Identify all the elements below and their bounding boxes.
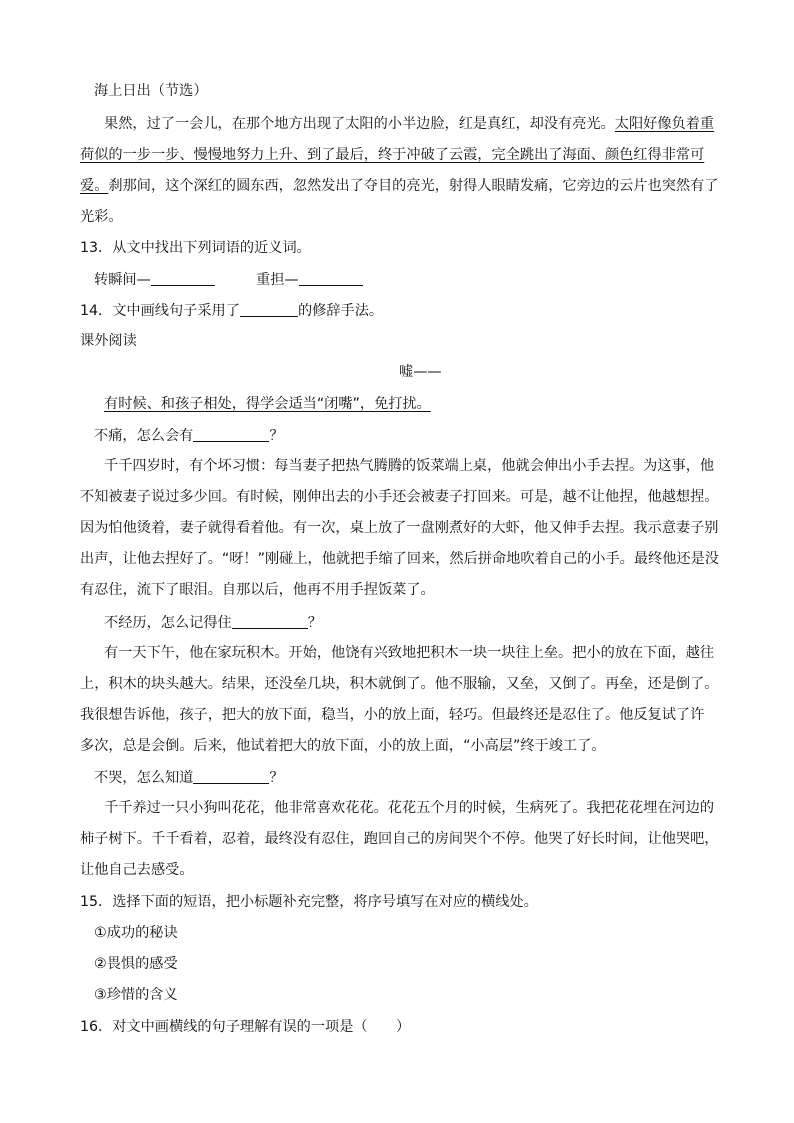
paragraph-line: 我很想告诉他，孩子，把大的放下面，稳当，小的放上面，轻巧。但最终还是忍住了。他反复试了许 [80, 707, 705, 723]
question-13-item-1 [94, 269, 215, 289]
underlined-sentence: 太阳好像负着重 [614, 116, 715, 132]
answer-blank[interactable] [232, 612, 308, 629]
question-text: 14．文中画线句子采用了 [80, 303, 240, 319]
question-15-stem: 15．选择下面的短语，把小标题补充完整，将序号填写在对应的横线处。 [80, 894, 538, 910]
question-14 [80, 300, 383, 320]
passage1-title: 海上日出（节选） [94, 83, 208, 99]
paragraph-line: 千千养过一只小狗叫花花，他非常喜欢花花。花花五个月的时候，生病死了。我把花花埋在河边的 [104, 800, 715, 816]
passage1-text: 刹那间，这个深红的圆东西，忽然发出了夺目的亮光，射得人眼睛发痛，它旁边的云片也突然有了 [108, 178, 719, 194]
paragraph-line: 不知被妻子说过多少回。有时候，刚伸出去的小手还会被妻子打回来。可是，越不让他捏，他越想捏。 [80, 489, 719, 505]
subtitle-2 [104, 612, 322, 632]
underlined-sentence: 荷似的一步一步、慢慢地努力上升、到了最后，终于冲破了云霞，完全跳出了海面、颜色红得非常可 [80, 147, 705, 163]
passage1-text: 果然，过了一会儿，在那个地方出现了太阳的小半边脸，红是真红，却没有亮光。 [104, 116, 615, 132]
passage1-line [104, 114, 714, 134]
paragraph-line: 柿子树下。千千看着，忍着，最终没有忍住，跑回自己的房间哭个不停。他哭了好长时间，让他哭吧， [80, 831, 719, 847]
subtitle-1 [94, 425, 284, 445]
paragraph-line: 因为怕他烫着，妻子就得看着他。有一次，桌上放了一盘刚煮好的大虾，他又伸手去捏。我示意妻子别 [80, 520, 719, 536]
option-1: ①成功的秘诀 [94, 925, 178, 941]
subtitle-text: 不哭，怎么知道 [94, 770, 194, 786]
paragraph-line: 让他自己去感受。 [80, 862, 194, 878]
answer-blank[interactable] [193, 425, 269, 442]
subtitle-text: 不痛，怎么会有 [94, 428, 194, 444]
underlined-sentence: 有时候、和孩子相处，得学会适当“闭嘴”，免打扰。 [104, 396, 431, 412]
question-16-stem: 16．对文中画横线的句子理解有误的一项是（ ） [80, 1019, 411, 1035]
item-label: 重担— [256, 272, 299, 288]
passage1-line [80, 176, 718, 196]
answer-blank[interactable] [193, 767, 269, 784]
subtitle-text: 不经历，怎么记得住 [104, 615, 232, 631]
option-2: ②畏惧的感受 [94, 956, 178, 972]
subtitle-text: ？ [307, 615, 322, 631]
question-13-item-2 [256, 269, 363, 289]
section-label: 课外阅读 [80, 333, 137, 349]
question-text: 的修辞手法。 [297, 303, 384, 319]
underlined-sentence: 爱。 [80, 178, 109, 194]
answer-blank[interactable] [299, 269, 363, 286]
option-3: ③珍惜的含义 [94, 987, 178, 1003]
passage1-line: 光彩。 [80, 209, 123, 225]
subtitle-3 [94, 767, 284, 787]
paragraph-line: 有忍住，流下了眼泪。自那以后，他再不用手捏饭菜了。 [80, 582, 435, 598]
subtitle-text: ？ [269, 428, 284, 444]
paragraph-line: 有一天下午，他在家玩积木。开始，他饶有兴致地把积木一块一块往上垒。把小的放在下面，越往 [104, 645, 715, 661]
paragraph-line: 千千四岁时，有个坏习惯：每当妻子把热气腾腾的饭菜端上桌，他就会伸出小手去捏。为这事，他 [104, 458, 715, 474]
answer-blank[interactable] [151, 269, 215, 286]
question-13-stem: 13．从文中找出下列词语的近义词。 [80, 240, 311, 256]
item-label: 转瞬间— [94, 272, 151, 288]
paragraph-line: 多次，总是会倒。后来，他试着把大的放下面，小的放上面，“小高层”终于竣工了。 [80, 738, 606, 754]
subtitle-text: ？ [269, 770, 284, 786]
passage2-title: 嘘—— [399, 364, 442, 380]
paragraph-line: 上，积木的块头越大。结果，还没垒几块，积木就倒了。他不服输，又垒，又倒了。再垒，还是倒了。 [80, 676, 719, 692]
answer-blank[interactable] [240, 300, 298, 317]
paragraph-line: 出声，让他去捏好了。“呀！”刚碰上，他就把手缩了回来，然后拼命地吹着自己的小手。最终他还是没 [80, 551, 719, 567]
